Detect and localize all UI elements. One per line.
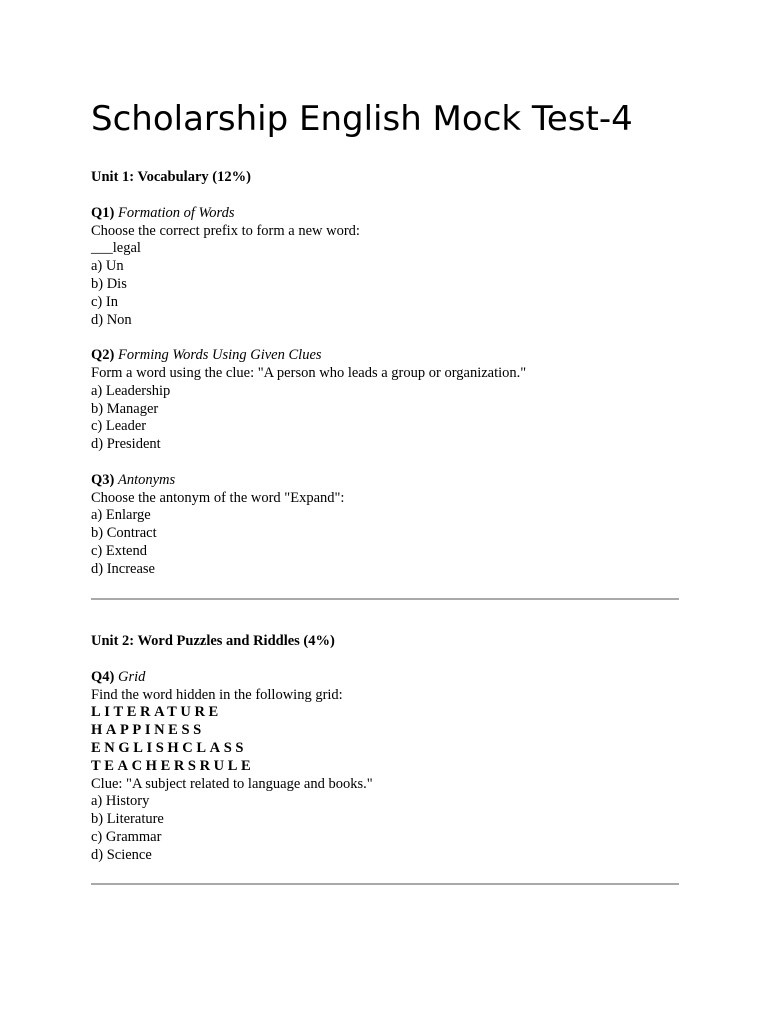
- option-d: d) Increase: [91, 560, 155, 577]
- question-number: Q1): [91, 204, 115, 221]
- option-c: c) In: [91, 293, 118, 310]
- question-topic: Grid: [117, 668, 146, 685]
- question-q1: [91, 205, 679, 330]
- unit-word-puzzles: [91, 633, 679, 882]
- question-number: Q2): [91, 347, 115, 364]
- page-title: Scholarship English Mock Test-4: [91, 99, 633, 139]
- option-b: b) Manager: [91, 400, 159, 417]
- grid-row-2: HAPPINESS: [91, 722, 205, 739]
- question-prompt: ___legal: [91, 240, 141, 257]
- question-topic: Antonyms: [117, 471, 176, 488]
- question-q2: [91, 347, 679, 454]
- option-d: d) Science: [91, 846, 152, 863]
- question-topic: Formation of Words: [117, 204, 235, 221]
- unit-heading: Unit 1: Vocabulary (12%): [91, 169, 251, 185]
- question-prompt: Choose the correct prefix to form a new word:: [91, 222, 360, 239]
- grid-row-4: TEACHERSRULE: [91, 757, 255, 774]
- unit-heading: Unit 2: Word Puzzles and Riddles (4%): [91, 633, 335, 649]
- option-d: d) Non: [91, 311, 132, 328]
- grid-row-1: LITERATURE: [91, 704, 222, 721]
- option-a: a) Leadership: [91, 382, 171, 399]
- section-divider: [91, 598, 679, 600]
- option-b: b) Contract: [91, 525, 157, 542]
- option-d: d) President: [91, 436, 161, 453]
- question-prompt: Choose the antonym of the word "Expand":: [91, 489, 345, 506]
- question-q4: [91, 669, 679, 865]
- option-a: a) Enlarge: [91, 507, 151, 524]
- question-prompt: Form a word using the clue: "A person who leads a group or organization.": [91, 364, 527, 381]
- question-q3: [91, 472, 679, 579]
- question-prompt: Find the word hidden in the following grid:: [91, 686, 343, 703]
- question-number: Q3): [91, 471, 115, 488]
- option-a: a) Un: [91, 258, 124, 275]
- question-clue: Clue: "A subject related to language and books.": [91, 775, 373, 792]
- grid-row-3: ENGLISHCLASS: [91, 739, 248, 756]
- option-c: c) Leader: [91, 418, 147, 435]
- question-header: [91, 669, 679, 687]
- option-c: c) Extend: [91, 542, 147, 559]
- option-c: c) Grammar: [91, 828, 162, 845]
- question-header: [91, 472, 679, 490]
- option-a: a) History: [91, 793, 150, 810]
- option-b: b) Literature: [91, 811, 164, 828]
- unit-vocabulary: [91, 169, 679, 596]
- question-topic: Forming Words Using Given Clues: [117, 347, 322, 364]
- section-divider: [91, 883, 679, 885]
- question-header: [91, 347, 679, 365]
- question-header: [91, 205, 679, 223]
- question-number: Q4): [91, 668, 115, 685]
- option-b: b) Dis: [91, 275, 127, 292]
